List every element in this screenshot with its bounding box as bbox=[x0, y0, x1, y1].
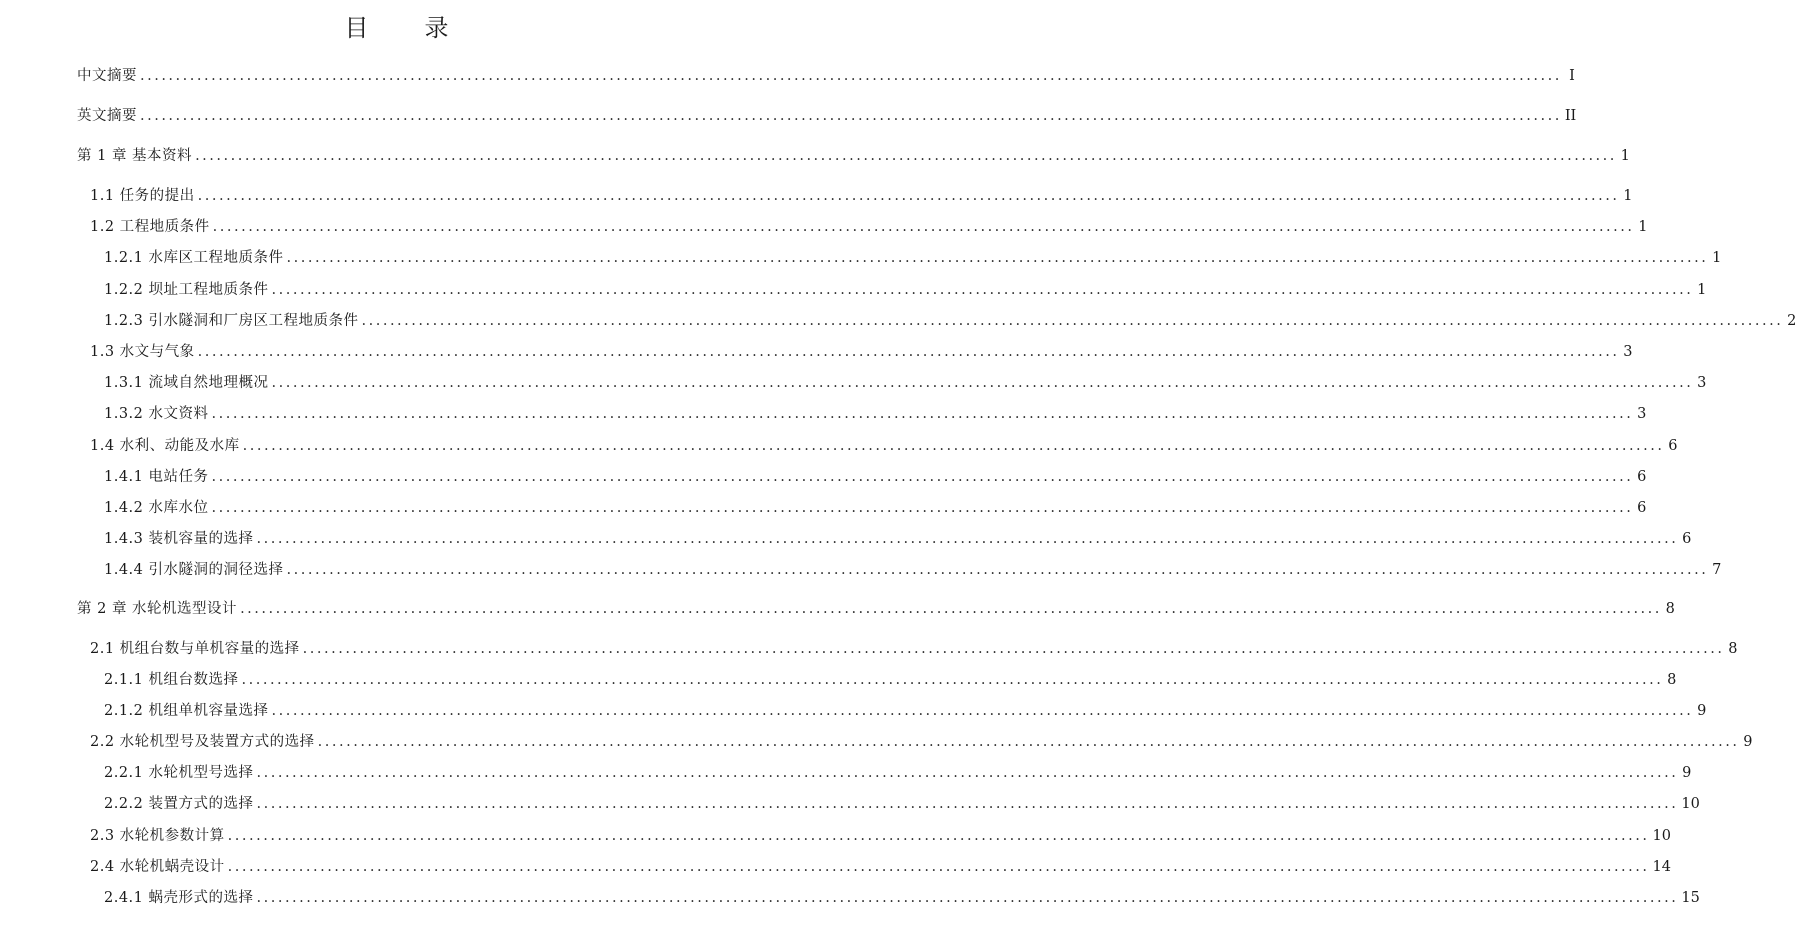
toc-entry[interactable] bbox=[90, 215, 1648, 237]
toc-entry[interactable] bbox=[90, 340, 1633, 362]
toc-entry[interactable] bbox=[104, 371, 1707, 393]
toc-entry-page: 6 bbox=[1682, 531, 1692, 547]
toc-leader: ........................................................................................................................................................................................................ bbox=[211, 406, 1634, 422]
toc-entry-page: II bbox=[1564, 108, 1577, 124]
toc-entry-page: 1 bbox=[1638, 219, 1648, 235]
toc-entry-page: 6 bbox=[1637, 469, 1647, 485]
toc-entry-label: 1.3.1 流域自然地理概况 bbox=[104, 375, 269, 391]
toc-leader: ........................................................................................................................................................................................................ bbox=[256, 890, 1679, 906]
toc-entry-page: 14 bbox=[1652, 859, 1671, 875]
toc-leader: ........................................................................................................................................................................................................ bbox=[212, 219, 1635, 235]
toc-entry-label: 2.1 机组台数与单机容量的选择 bbox=[90, 641, 300, 657]
toc-entry-label: 2.3 水轮机参数计算 bbox=[90, 828, 225, 844]
toc-leader: ........................................................................................................................................................................................................ bbox=[361, 313, 1784, 329]
toc-entry-page: 8 bbox=[1667, 672, 1677, 688]
toc-entry-page: 8 bbox=[1665, 601, 1675, 617]
toc-entry-label: 1.2.3 引水隧洞和厂房区工程地质条件 bbox=[104, 313, 359, 329]
toc-leader: ........................................................................................................................................................................................................ bbox=[197, 344, 1620, 360]
toc-entry[interactable] bbox=[90, 184, 1633, 206]
toc-entry-label: 1.3.2 水文资料 bbox=[104, 406, 209, 422]
toc-entry-label: 1.4 水利、动能及水库 bbox=[90, 438, 240, 454]
toc-entry-label: 1.1 任务的提出 bbox=[90, 188, 195, 204]
toc-entry[interactable] bbox=[104, 699, 1707, 721]
toc-entry[interactable] bbox=[90, 730, 1753, 752]
toc-leader: ........................................................................................................................................................................................................ bbox=[256, 531, 1679, 547]
toc-entry-page: 1 bbox=[1712, 250, 1722, 266]
toc-entry-label: 英文摘要 bbox=[77, 108, 137, 124]
toc-entry-page: 6 bbox=[1668, 438, 1678, 454]
toc-entry[interactable] bbox=[104, 558, 1722, 580]
toc-entry[interactable] bbox=[77, 144, 1630, 166]
toc-entry[interactable] bbox=[104, 246, 1722, 268]
toc-entry-label: 1.2 工程地质条件 bbox=[90, 219, 210, 235]
toc-entry[interactable] bbox=[104, 761, 1692, 783]
toc-leader: ........................................................................................................................................................................................................ bbox=[256, 796, 1679, 812]
toc-leader: ........................................................................................................................................................................................................ bbox=[317, 734, 1740, 750]
toc-entry-page: 3 bbox=[1697, 375, 1707, 391]
toc-entry[interactable] bbox=[104, 402, 1647, 424]
page-title: 目 录 bbox=[344, 14, 465, 42]
toc-leader: ........................................................................................................................................................................................................ bbox=[241, 672, 1664, 688]
toc-leader: ........................................................................................................................................................................................................ bbox=[286, 250, 1709, 266]
toc-leader: ........................................................................................................................................................................................................ bbox=[271, 703, 1694, 719]
toc-entry-page: 1 bbox=[1620, 148, 1630, 164]
toc-entry[interactable] bbox=[104, 886, 1700, 908]
toc-entry[interactable] bbox=[104, 496, 1647, 518]
toc-entry[interactable] bbox=[90, 434, 1678, 456]
toc-leader: ........................................................................................................................................................................................................ bbox=[256, 765, 1679, 781]
toc-entry-page: 9 bbox=[1743, 734, 1753, 750]
toc-entry-label: 2.2.2 装置方式的选择 bbox=[104, 796, 254, 812]
toc-entry[interactable] bbox=[90, 855, 1671, 877]
toc-entry-page: 9 bbox=[1682, 765, 1692, 781]
toc-entry-label: 2.2.1 水轮机型号选择 bbox=[104, 765, 254, 781]
toc-entry[interactable] bbox=[90, 824, 1671, 846]
toc-entry-page: 2 bbox=[1787, 313, 1796, 329]
toc-leader: ........................................................................................................................................................................................................ bbox=[227, 859, 1650, 875]
toc-entry-label: 1.4.4 引水隧洞的洞径选择 bbox=[104, 562, 284, 578]
toc-leader: ........................................................................................................................................................................................................ bbox=[242, 438, 1665, 454]
toc-entry-label: 1.3 水文与气象 bbox=[90, 344, 195, 360]
toc-leader: ........................................................................................................................................................................................................ bbox=[271, 375, 1694, 391]
toc-entry-label: 1.4.3 装机容量的选择 bbox=[104, 531, 254, 547]
toc-entry[interactable] bbox=[104, 668, 1677, 690]
toc-leader: ........................................................................................................................................................................................................ bbox=[195, 148, 1617, 164]
toc-entry-page: 3 bbox=[1623, 344, 1633, 360]
toc-entry[interactable] bbox=[77, 104, 1577, 126]
toc-entry-label: 1.2.1 水库区工程地质条件 bbox=[104, 250, 284, 266]
toc-entry-page: 10 bbox=[1652, 828, 1671, 844]
toc-entry[interactable] bbox=[104, 278, 1707, 300]
toc-entry-page: 1 bbox=[1623, 188, 1633, 204]
toc-entry-label: 1.4.1 电站任务 bbox=[104, 469, 209, 485]
toc-entry-page: 10 bbox=[1681, 796, 1700, 812]
toc-leader: ........................................................................................................................................................................................................ bbox=[140, 68, 1562, 84]
toc-entry-label: 第 2 章 水轮机选型设计 bbox=[77, 601, 238, 617]
toc-entry[interactable] bbox=[104, 792, 1700, 814]
toc-entry-label: 2.4.1 蜗壳形式的选择 bbox=[104, 890, 254, 906]
toc-entry-page: I bbox=[1569, 68, 1575, 84]
toc-entry-page: 9 bbox=[1697, 703, 1707, 719]
toc-entry-label: 2.1.1 机组台数选择 bbox=[104, 672, 239, 688]
toc-entry[interactable] bbox=[104, 309, 1796, 331]
toc-entry-page: 6 bbox=[1637, 500, 1647, 516]
toc-leader: ........................................................................................................................................................................................................ bbox=[211, 500, 1634, 516]
toc-entry-page: 3 bbox=[1637, 406, 1647, 422]
toc-leader: ........................................................................................................................................................................................................ bbox=[240, 601, 1662, 617]
toc-entry-page: 15 bbox=[1681, 890, 1700, 906]
toc-entry-page: 8 bbox=[1728, 641, 1738, 657]
toc-entry-label: 1.2.2 坝址工程地质条件 bbox=[104, 282, 269, 298]
toc-entry-label: 第 1 章 基本资料 bbox=[77, 148, 193, 164]
toc-entry-label: 中文摘要 bbox=[77, 68, 137, 84]
toc-entry-page: 7 bbox=[1712, 562, 1722, 578]
toc-entry[interactable] bbox=[104, 465, 1647, 487]
toc-entry[interactable] bbox=[77, 64, 1575, 86]
toc-entry[interactable] bbox=[104, 527, 1692, 549]
toc-leader: ........................................................................................................................................................................................................ bbox=[211, 469, 1634, 485]
toc-entry[interactable] bbox=[77, 597, 1675, 619]
toc-entry-page: 1 bbox=[1697, 282, 1707, 298]
toc-leader: ........................................................................................................................................................................................................ bbox=[197, 188, 1620, 204]
toc-leader: ........................................................................................................................................................................................................ bbox=[227, 828, 1650, 844]
toc-entry-label: 2.2 水轮机型号及装置方式的选择 bbox=[90, 734, 315, 750]
toc-entry[interactable] bbox=[90, 637, 1738, 659]
toc-leader: ........................................................................................................................................................................................................ bbox=[286, 562, 1709, 578]
toc-entry-label: 2.4 水轮机蜗壳设计 bbox=[90, 859, 225, 875]
toc-entry-label: 1.4.2 水库水位 bbox=[104, 500, 209, 516]
toc-leader: ........................................................................................................................................................................................................ bbox=[302, 641, 1725, 657]
toc-leader: ........................................................................................................................................................................................................ bbox=[140, 108, 1562, 124]
toc-leader: ........................................................................................................................................................................................................ bbox=[271, 282, 1694, 298]
toc-entry-label: 2.1.2 机组单机容量选择 bbox=[104, 703, 269, 719]
